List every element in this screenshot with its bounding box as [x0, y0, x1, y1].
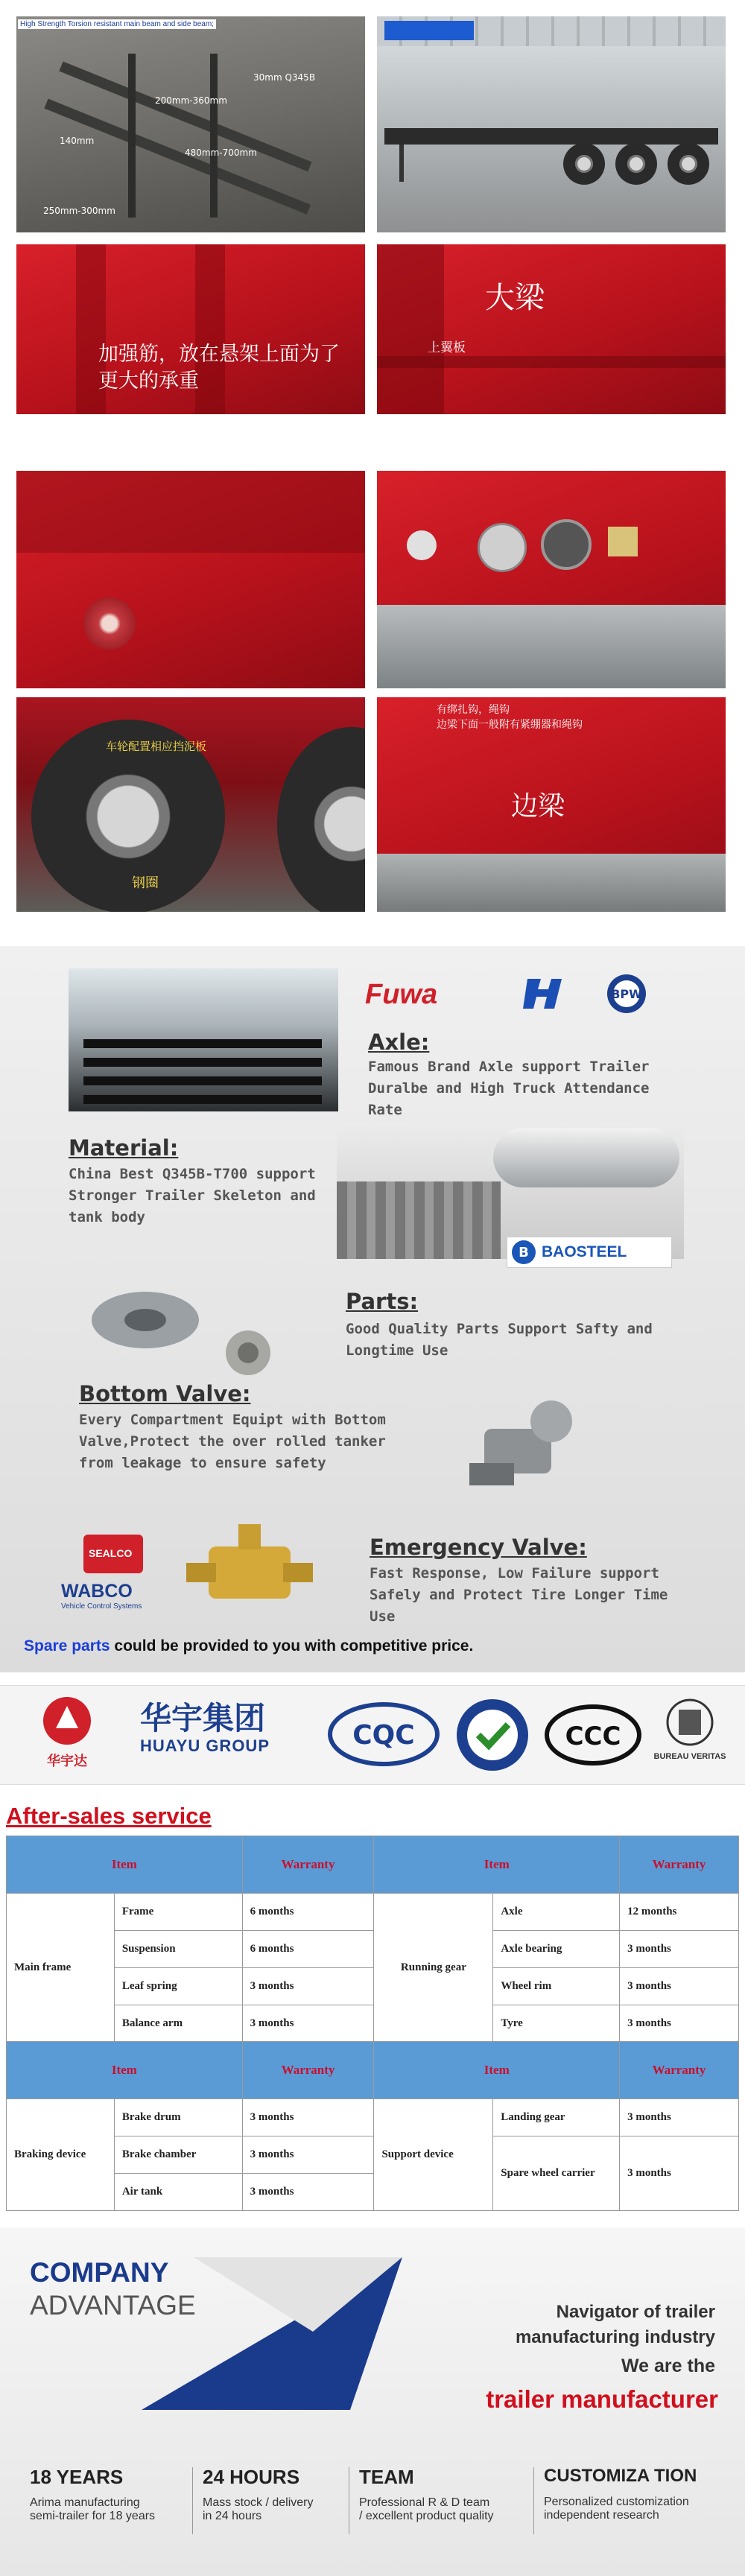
item-cell: Axle bearing	[493, 1931, 620, 1968]
col-title: TEAM	[359, 2466, 414, 2488]
header-item: Item	[7, 1836, 243, 1894]
ccc-logo	[544, 1704, 642, 1766]
advantage-word: ADVANTAGE	[30, 2290, 196, 2320]
col-divider	[533, 2467, 534, 2534]
product-photo-grid	[0, 0, 745, 927]
warranty-table-2	[6, 2041, 739, 2211]
item-cell: Air tank	[114, 2174, 242, 2211]
emergency-valve-image	[186, 1524, 313, 1621]
tagline-3: We are the	[621, 2355, 715, 2376]
item-cell: Axle	[493, 1894, 620, 1931]
brake-disc-image	[89, 1289, 201, 1351]
table-row	[7, 2136, 739, 2174]
reinforce-text: 加强筋，放在悬架上面为了更大的承重	[98, 343, 340, 393]
group-main-frame: Main frame	[7, 1894, 115, 2043]
photo-steel-frame	[16, 16, 365, 232]
cqc-logo	[328, 1702, 440, 1766]
steel-ring-text: 钢圈	[132, 875, 159, 891]
item-cell: Wheel rim	[493, 1968, 620, 2005]
item-cell: Leaf spring	[114, 1968, 242, 2005]
advantage-col-3	[359, 2466, 530, 2523]
warranty-cell: 3 months	[242, 1968, 374, 2005]
wabco-sub: Vehicle Control Systems	[61, 1602, 142, 1611]
certification-logo-strip	[0, 1685, 745, 1785]
spare-parts-rest: could be provided to you with competitive price.	[110, 1637, 474, 1655]
parts-desc: Good Quality Parts Support Safty and Longtime Use	[346, 1321, 653, 1359]
table-row	[7, 1968, 739, 2005]
main-beam-text: 大梁	[485, 281, 545, 315]
axle-desc: Famous Brand Axle support Trailer Duralbe and High Truck Attendance Rate	[368, 1059, 650, 1118]
after-sales-title: After-sales service	[6, 1803, 212, 1829]
warranty-cell: 3 months	[242, 2099, 374, 2136]
baosteel-text: BAOSTEEL	[542, 1243, 627, 1260]
company-advantage-banner	[0, 2227, 745, 2576]
item-cell: Brake drum	[114, 2099, 242, 2136]
photo-factory-trailer	[377, 16, 726, 232]
huayu-en-text: HUAYU GROUP	[140, 1736, 270, 1755]
material-desc: China Best Q345B-T700 support Stronger Trailer Skeleton and tank body	[69, 1166, 316, 1225]
col-line: in 24 hours	[203, 2510, 262, 2522]
fuwa-text: Fuwa	[365, 979, 438, 1010]
photo-suspension-mount	[16, 471, 365, 688]
baosteel-logo	[507, 1237, 672, 1268]
header-warranty: Warranty	[242, 2042, 374, 2099]
group-running-gear: Running gear	[374, 1894, 493, 2043]
svg-text:B: B	[519, 1245, 529, 1260]
bottom-valve-desc: Every Compartment Equipt with Bottom Valve,Protect the over rolled tanker from leakage to ensure safety	[79, 1412, 386, 1471]
warranty-cell: 3 months	[620, 2005, 739, 2043]
warranty-cell: 6 months	[242, 1894, 374, 1931]
table-header-row	[7, 1836, 739, 1894]
bpw-logo-icon	[602, 973, 651, 1015]
warranty-cell: 3 months	[620, 2136, 739, 2211]
warranty-cell: 3 months	[620, 1968, 739, 2005]
bureau-text: BUREAU VERITAS	[653, 1752, 726, 1761]
header-item: Item	[374, 1836, 620, 1894]
header-warranty: Warranty	[242, 1836, 374, 1894]
warranty-cell: 3 months	[242, 2136, 374, 2174]
hjx-logo-icon	[522, 973, 566, 1015]
advantage-col-4	[544, 2466, 730, 2522]
wabco-text: WABCO	[61, 1581, 133, 1602]
header-warranty: Warranty	[620, 1836, 739, 1894]
wabco-logo	[61, 1581, 195, 1611]
huayuda-text: 华宇达	[47, 1754, 87, 1768]
bottom-valve-heading: Bottom Valve:	[79, 1381, 251, 1406]
company-word: COMPANY	[30, 2257, 169, 2288]
header-item: Item	[374, 2042, 620, 2099]
photo-wheel	[16, 697, 365, 912]
dim-label: 140mm	[60, 136, 95, 146]
col-divider	[192, 2467, 193, 2534]
side-beam-text: 边梁	[511, 791, 565, 822]
frame-caption: High Strength Torsion resistant main beam and side beam;	[18, 19, 216, 29]
col-line: Personalized customization	[544, 2496, 689, 2508]
supplier-assessment-logo	[451, 1696, 533, 1774]
photo-connectors	[377, 471, 726, 688]
col-title: CUSTOMIZA TION	[544, 2466, 697, 2486]
table-header-row	[7, 2042, 739, 2099]
dim-label: 250mm-300mm	[43, 206, 115, 216]
axle-heading: Axle:	[368, 1030, 430, 1055]
huayuda-logo	[22, 1695, 112, 1775]
table-row	[7, 2099, 739, 2136]
warranty-cell: 3 months	[242, 2174, 374, 2211]
warranty-table-1	[6, 1836, 739, 2043]
fuwa-logo	[365, 979, 437, 1011]
svg-text:BPW: BPW	[611, 987, 642, 1001]
col-line: independent research	[544, 2509, 659, 2522]
parts-panel	[0, 946, 745, 1672]
warranty-cell: 6 months	[242, 1931, 374, 1968]
spare-parts-highlight: Spare parts	[24, 1637, 110, 1655]
col-title: 18 YEARS	[30, 2466, 124, 2488]
emergency-heading: Emergency Valve:	[370, 1535, 587, 1560]
col-line: Professional R & D team	[359, 2496, 490, 2509]
material-heading: Material:	[69, 1135, 179, 1161]
advantage-col-1	[30, 2466, 186, 2523]
group-support-device: Support device	[374, 2099, 493, 2211]
col-line: / excellent product quality	[359, 2510, 494, 2522]
warranty-cell: 3 months	[242, 2005, 374, 2043]
bottom-valve-image	[454, 1392, 589, 1496]
warranty-cell: 12 months	[620, 1894, 739, 1931]
ccc-text: CCC	[565, 1722, 621, 1751]
tagline-4: trailer manufacturer	[486, 2385, 718, 2413]
group-braking-device: Braking device	[7, 2099, 115, 2211]
brake-chamber-image	[215, 1326, 282, 1378]
bureau-veritas-logo	[653, 1696, 727, 1777]
dim-label: 30mm Q345B	[253, 72, 316, 83]
tire-note: 车轮配置相应挡泥板	[106, 740, 207, 753]
tagline-2: manufacturing industry	[515, 2327, 715, 2347]
spare-parts-note	[24, 1637, 473, 1655]
huayu-group-logo	[140, 1701, 311, 1756]
warranty-cell: 3 months	[620, 2099, 739, 2136]
col-line: Arima manufacturing	[30, 2496, 140, 2509]
tagline-1: Navigator of trailer	[556, 2302, 715, 2322]
sealco-text: SEALCO	[89, 1547, 133, 1559]
after-sales-section	[0, 1803, 745, 2220]
huayu-cn-text: 华宇集团	[140, 1701, 266, 1736]
col-line: semi-trailer for 18 years	[30, 2510, 156, 2522]
header-warranty: Warranty	[620, 2042, 739, 2099]
cqc-text: CQC	[352, 1720, 415, 1751]
fast-hook-text: 有绑扎钩，绳钩	[437, 704, 510, 716]
parts-heading: Parts:	[346, 1289, 419, 1314]
item-cell: Balance arm	[114, 2005, 242, 2043]
item-cell: Frame	[114, 1894, 242, 1931]
header-item: Item	[7, 2042, 243, 2099]
upper-plate-text: 上翼板	[428, 340, 466, 355]
sealco-logo	[83, 1535, 143, 1573]
photo-main-beam	[377, 244, 726, 414]
dim-label: 480mm-700mm	[185, 147, 257, 158]
table-row	[7, 2005, 739, 2043]
axle-stock-image	[69, 968, 338, 1111]
item-cell: Landing gear	[493, 2099, 620, 2136]
warranty-cell: 3 months	[620, 1931, 739, 1968]
item-cell: Spare wheel carrier	[493, 2136, 620, 2211]
col-title: 24 HOURS	[203, 2466, 300, 2488]
table-row	[7, 1931, 739, 1968]
advantage-col-2	[203, 2466, 352, 2523]
table-row	[7, 1894, 739, 1931]
side-beam-note: 边梁下面一般附有紧绷器和绳钩	[437, 719, 583, 731]
photo-side-beam	[377, 697, 726, 912]
item-cell: Brake chamber	[114, 2136, 242, 2174]
photo-reinforce-rib	[16, 244, 365, 414]
emergency-desc: Fast Response, Low Failure support Safely and Protect Tire Longer Time Use	[370, 1565, 668, 1625]
item-cell: Tyre	[493, 2005, 620, 2043]
dim-label: 200mm-360mm	[155, 95, 227, 106]
item-cell: Suspension	[114, 1931, 242, 1968]
col-line: Mass stock / delivery	[203, 2496, 314, 2509]
